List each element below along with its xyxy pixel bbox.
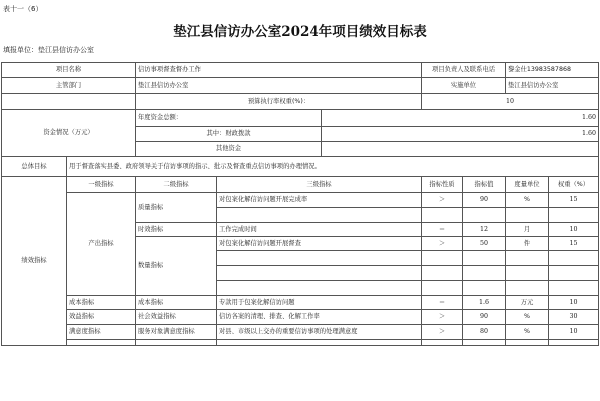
dept-value: 垫江县信访办公室 bbox=[136, 78, 422, 94]
page-title: 垫江县信访办公室2024年项目绩效目标表 bbox=[173, 24, 427, 40]
responsible-person: 黎金仕13983587868 bbox=[506, 63, 599, 78]
other-funds-value bbox=[322, 142, 599, 157]
table-row bbox=[217, 208, 422, 223]
table-row bbox=[217, 281, 422, 296]
project-name: 信访事项督查督办工作 bbox=[136, 63, 422, 78]
funds-label: 资金情况（万元） bbox=[2, 110, 136, 157]
budget-weight-value: 10 bbox=[422, 94, 599, 110]
l2-quality: 质量指标 bbox=[136, 193, 217, 223]
table-number: 表十一（6） bbox=[3, 5, 43, 13]
overall-goal-text: 用于督查落实县委、政府领导关于信访事项的指示、批示及督查重点信访事项的办理情况。 bbox=[67, 157, 599, 177]
other-funds-label: 其他资金 bbox=[136, 142, 322, 157]
l2-cost: 成本指标 bbox=[136, 296, 217, 310]
header-nature: 指标性质 bbox=[422, 177, 463, 193]
table-row: 对包案化解信访问题开展督查 bbox=[217, 237, 422, 251]
l2-quantity: 数量指标 bbox=[136, 237, 217, 296]
target-table: 项目名称 信访事项督查督办工作 项目负责人及联系电话 黎金仕13983587868 主管部门 垫江县信访办公室 实施单位 垫江县信访办公室 预算执行率权重(%)： 10 资金情况（万元） 年度资金总额： 1.60 其中：财政拨款 1.60 其他资金 总体目标 用于督查落实县委、政府领导关于信访事项的指示、批示及督查重点信访事项的办理情况。 绩效指标 一级指标 二级指标 三级指标 指标性质 指标值 度量单位 权重（%） 产出指标 质量指标 对包案化解信访问题开展完成率 ＞ 90 % 15 时效指标 工作完成时间 ＝ 12 月 10 数量指标 对包案化解信访问题开展督查 ＞ 50 件 15 成本指标 成本指标 专款用于包案化解信访问题 ＝ 1.6 万元 10 效益指标 社会效益指标 信访各案的清理、排查、化解工作率 ＞ 90 % 30 满意度指标 服务对象满意度指标 对县、市级以上交办的重要信访事项的处理满意度 ＞ 80 % 10 bbox=[1, 62, 599, 346]
header-unit: 度量单位 bbox=[506, 177, 549, 193]
annual-funds-value: 1.60 bbox=[322, 110, 599, 127]
dept-label: 主管部门 bbox=[2, 78, 136, 94]
table-row bbox=[217, 251, 422, 266]
table-row bbox=[217, 266, 422, 281]
l2-time: 时效指标 bbox=[136, 223, 217, 237]
l2-social: 社会效益指标 bbox=[136, 310, 217, 325]
header-l1: 一级指标 bbox=[67, 177, 136, 193]
benefit-indicator-label: 效益指标 bbox=[67, 310, 136, 325]
header-weight: 权重（%） bbox=[549, 177, 599, 193]
reporting-unit: 填报单位：垫江县信访办公室 bbox=[3, 46, 94, 54]
table-row: 信访各案的清理、排查、化解工作率 bbox=[217, 310, 422, 325]
satisfaction-indicator-label: 满意度指标 bbox=[67, 325, 136, 340]
fiscal-funds-value: 1.60 bbox=[322, 127, 599, 142]
output-indicator-label: 产出指标 bbox=[67, 193, 136, 296]
table-row: 对县、市级以上交办的重要信访事项的处理满意度 bbox=[217, 325, 422, 340]
fiscal-funds-label: 其中：财政拨款 bbox=[136, 127, 322, 142]
impl-value: 垫江县信访办公室 bbox=[506, 78, 599, 94]
impl-label: 实施单位 bbox=[422, 78, 506, 94]
table-row: 对包案化解信访问题开展完成率 bbox=[217, 193, 422, 208]
budget-weight-label: 预算执行率权重(%)： bbox=[136, 94, 422, 110]
table-row: 专款用于包案化解信访问题 bbox=[217, 296, 422, 310]
header-l3: 三级指标 bbox=[217, 177, 422, 193]
l2-service: 服务对象满意度指标 bbox=[136, 325, 217, 340]
table-row: 工作完成时间 bbox=[217, 223, 422, 237]
cost-indicator-label: 成本指标 bbox=[67, 296, 136, 310]
annual-funds-label: 年度资金总额： bbox=[136, 110, 322, 127]
header-l2: 二级指标 bbox=[136, 177, 217, 193]
overall-goal-label: 总体目标 bbox=[2, 157, 67, 177]
responsible-label: 项目负责人及联系电话 bbox=[422, 63, 506, 78]
project-name-label: 项目名称 bbox=[2, 63, 136, 78]
header-value: 指标值 bbox=[463, 177, 506, 193]
perf-indicator-label: 绩效指标 bbox=[2, 177, 67, 346]
